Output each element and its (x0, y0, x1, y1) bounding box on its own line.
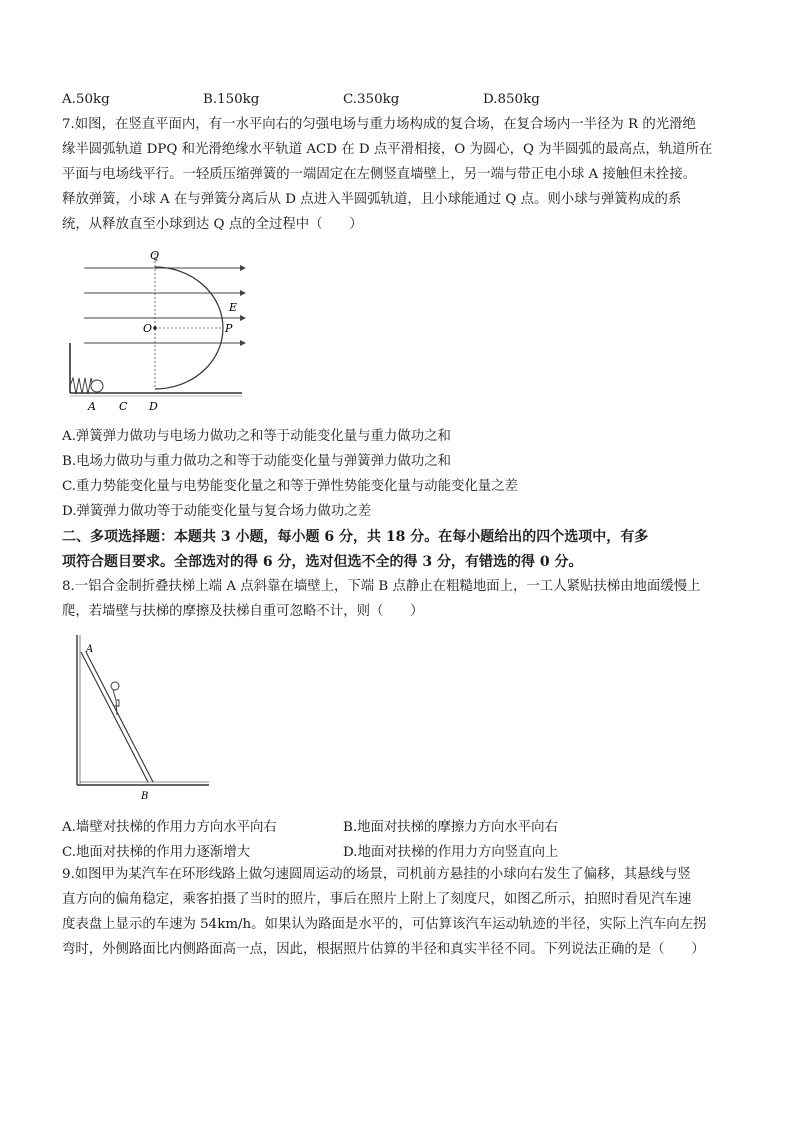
worker-head (111, 682, 119, 690)
ball-a (91, 380, 103, 392)
label-o: O (143, 322, 153, 335)
section2-header-line-2: 项符合题目要求。全部选对的得 6 分，选对但选不全的得 3 分，有错选的得 0 分。 (62, 554, 583, 570)
q7-option-a: A.弹簧弹力做功与电场力做功之和等于动能变化量与重力做功之和 (62, 429, 451, 444)
q6-option-c: C.350kg (343, 92, 400, 107)
q7-stem-line-4: 释放弹簧，小球 A 在与弹簧分离后从 D 点进入半圆弧轨道，且小球能通过 Q 点。则小球与弹簧构成的系 (62, 192, 682, 207)
q7-option-c: C.重力势能变化量与电势能变化量之和等于弹性势能变化量与动能变化量之差 (62, 479, 518, 494)
q9-stem-line-1: 9.如图甲为某汽车在环形线路上做匀速圆周运动的场景，司机前方悬挂的小球向右发生了偏移，其悬线与竖 (62, 867, 691, 882)
label-e: E (229, 301, 238, 314)
label-a: A (86, 644, 94, 655)
ladder-rail-1 (81, 652, 148, 782)
electric-field-lines (84, 268, 240, 343)
label-d: D (149, 400, 158, 413)
spring (70, 378, 93, 394)
ladder-rail-2 (86, 652, 153, 782)
label-b: B (141, 791, 149, 802)
q7-stem-line-3: 平面与电场线平行。一轻质压缩弹簧的一端固定在左侧竖直墙壁上，另一端与带正电小球 A 接触但未拴接。 (62, 167, 697, 182)
q6-option-a: A.50kg (62, 92, 110, 107)
q8-option-c: C.地面对扶梯的作用力逐渐增大 (62, 845, 251, 860)
label-a: A (88, 400, 96, 413)
q7-option-d: D.弹簧弹力做功等于动能变化量与复合场力做功之差 (62, 504, 372, 519)
section2-header-line-1: 二、多项选择题：本题共 3 小题，每小题 6 分，共 18 分。在每小题给出的四个选项中，有多 (62, 529, 649, 545)
q9-stem-line-2: 直方向的偏角稳定，乘客拍摄了当时的照片，事后在照片上附上了刻度尺，如图乙所示，拍照时看见汽车速 (62, 892, 692, 907)
q7-stem-line-2: 缘半圆弧轨道 DPQ 和光滑绝缘水平轨道 ACD 在 D 点平滑相接，O 为圆心，Q 为半圆弧的最高点，轨道所在 (62, 142, 713, 157)
q8-option-a: A.墙壁对扶梯的作用力方向水平向右 (62, 820, 277, 835)
label-p: P (225, 322, 233, 335)
q9-stem-line-4: 弯时，外侧路面比内侧路面高一点，因此，根据照片估算的半径和真实半径不同。下列说法正确的是（ ） (62, 942, 705, 957)
q8-figure (64, 630, 214, 805)
q8-stem-line-2: 爬，若墙壁与扶梯的摩擦及扶梯自重可忽略不计，则（ ） (62, 604, 424, 619)
q8-stem-line-1: 8.一铝合金制折叠扶梯上端 A 点斜靠在墙壁上，下端 B 点静止在粗糙地面上，一工人紧贴扶梯由地面缓慢上 (62, 579, 701, 594)
q7-option-b: B.电场力做功与重力做功之和等于动能变化量与弹簧弹力做功之和 (62, 454, 452, 469)
q6-option-d: D.850kg (483, 92, 540, 107)
q7-stem-line-5: 统，从释放直至小球到达 Q 点的全过程中（ ） (62, 217, 363, 232)
label-q: Q (150, 249, 160, 262)
center-point (153, 326, 157, 330)
q9-stem-line-3: 度表盘上显示的车速为 54km/h。如果认为路面是水平的，可估算该汽车运动轨迹的半径，实际上汽车向左拐 (62, 917, 707, 932)
q7-figure (60, 243, 250, 415)
q7-stem-line-1: 7.如图，在竖直平面内，有一水平向右的匀强电场与重力场构成的复合场，在复合场内一半径为 R 的光滑绝 (62, 117, 696, 132)
q8-option-d: D.地面对扶梯的作用力方向竖直向上 (343, 845, 559, 860)
label-c: C (119, 400, 128, 413)
q6-option-b: B.150kg (203, 92, 260, 107)
q8-option-b: B.地面对扶梯的摩擦力方向水平向右 (343, 820, 558, 835)
field-arrowheads (240, 265, 246, 346)
